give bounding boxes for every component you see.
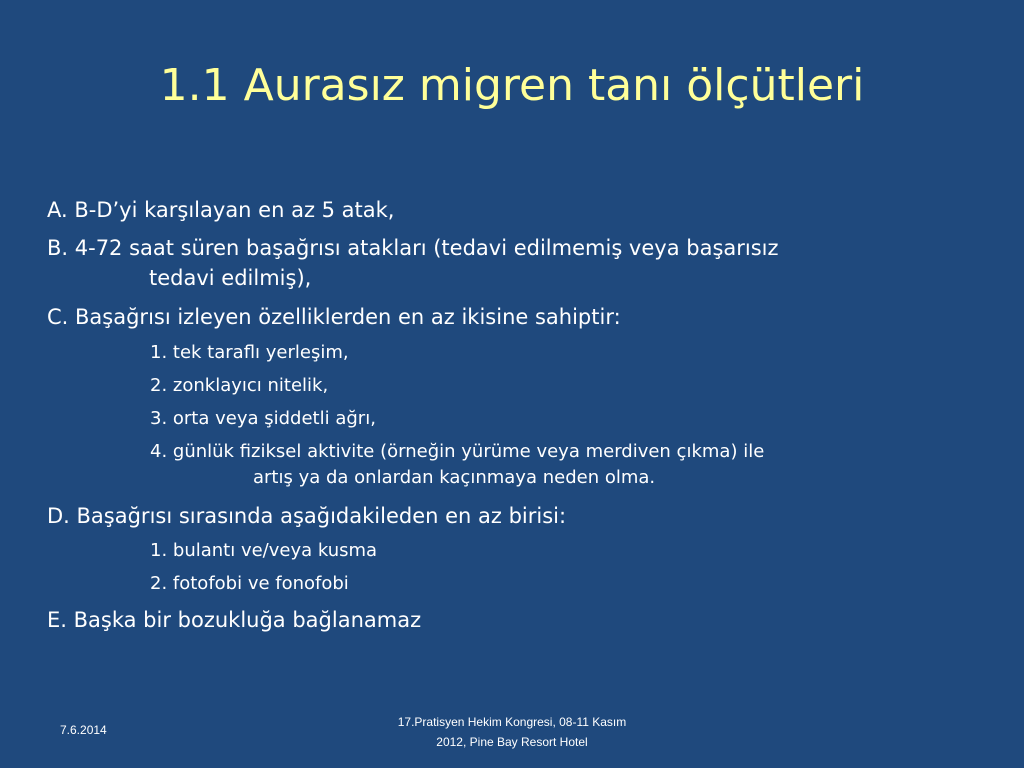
criterion-c-sub-1: 1. tek taraflı yerleşim,: [150, 342, 349, 363]
criterion-d-sub-2: 2. fotofobi ve fonofobi: [150, 573, 349, 594]
criterion-c-sub-4-line2: artış ya da onlardan kaçınmaya neden olma.: [253, 467, 656, 488]
footer-event: [342, 712, 682, 752]
criterion-a: A. B-D’yi karşılayan en az 5 atak,: [47, 198, 395, 222]
slide-title: 1.1 Aurasız migren tanı ölçütleri: [159, 60, 865, 111]
criterion-e: E. Başka bir bozukluğa bağlanamaz: [47, 608, 422, 632]
criterion-b-line1: B. 4-72 saat süren başağrısı atakları (tedavi edilmemiş veya başarısız: [47, 236, 779, 260]
criterion-d-sub-1: 1. bulantı ve/veya kusma: [150, 540, 378, 561]
criterion-c-sub-2: 2. zonklayıcı nitelik,: [150, 375, 329, 396]
criterion-b: [47, 233, 977, 293]
footer-event-line1: 17.Pratisyen Hekim Kongresi, 08-11 Kasım: [397, 715, 627, 729]
criterion-d: D. Başağrısı sırasında aşağıdakileden en az birisi:: [47, 504, 567, 528]
criterion-c-sub-4: [150, 439, 970, 491]
footer-date: 7.6.2014: [60, 723, 107, 737]
criterion-c: C. Başağrısı izleyen özelliklerden en az ikisine sahiptir:: [47, 305, 621, 329]
criterion-c-sub-3: 3. orta veya şiddetli ağrı,: [150, 408, 376, 429]
criterion-c-sub-4-line1: 4. günlük fiziksel aktivite (örneğin yürüme veya merdiven çıkma) ile: [150, 441, 765, 462]
footer-event-line2: 2012, Pine Bay Resort Hotel: [436, 735, 588, 749]
criterion-b-line2: tedavi edilmiş),: [149, 266, 312, 290]
